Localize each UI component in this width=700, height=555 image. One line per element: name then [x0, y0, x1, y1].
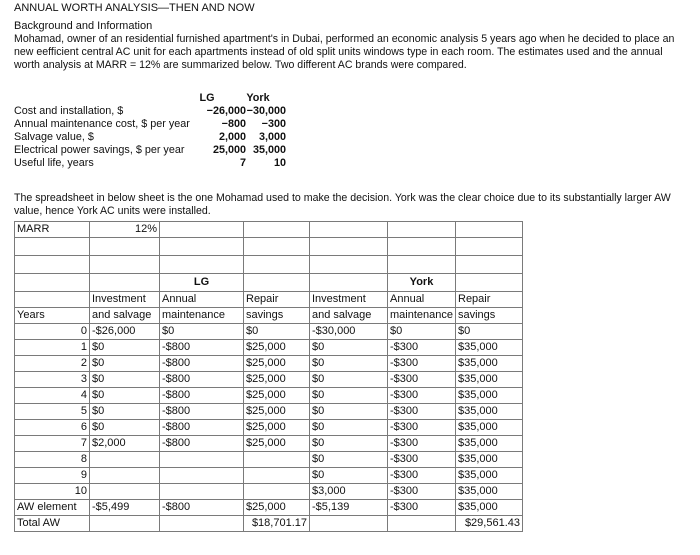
- value-cell[interactable]: -$300: [388, 372, 456, 388]
- header-cell[interactable]: maintenance: [388, 308, 456, 324]
- aw-cell[interactable]: -$5,139: [310, 500, 388, 516]
- cell[interactable]: [388, 516, 456, 532]
- table-row: [15, 420, 523, 436]
- value-cell[interactable]: -$300: [388, 388, 456, 404]
- cell[interactable]: [310, 256, 388, 274]
- value-cell[interactable]: $25,000: [244, 356, 310, 372]
- table-row: [15, 356, 523, 372]
- value-cell[interactable]: $35,000: [456, 436, 523, 452]
- aw-cell[interactable]: -$5,499: [90, 500, 160, 516]
- value-cell[interactable]: -$800: [160, 356, 244, 372]
- york-title-cell[interactable]: York: [388, 274, 456, 292]
- value-cell[interactable]: $0: [90, 404, 160, 420]
- table-row: [15, 340, 523, 356]
- header-cell[interactable]: Repair: [244, 292, 310, 308]
- value-cell[interactable]: $35,000: [456, 484, 523, 500]
- value-cell[interactable]: -$800: [160, 404, 244, 420]
- value-cell[interactable]: [90, 452, 160, 468]
- value-cell[interactable]: $0: [310, 356, 388, 372]
- estimate-lg: −800: [221, 118, 246, 130]
- estimate-york: 3,000: [258, 131, 286, 143]
- value-cell[interactable]: -$800: [160, 420, 244, 436]
- value-cell[interactable]: $25,000: [244, 420, 310, 436]
- table-row: [15, 468, 523, 484]
- year-cell[interactable]: 9: [15, 468, 90, 484]
- value-cell[interactable]: [160, 452, 244, 468]
- cell[interactable]: [388, 256, 456, 274]
- cell[interactable]: [15, 238, 90, 256]
- value-cell[interactable]: -$300: [388, 468, 456, 484]
- blank-row: [15, 256, 523, 274]
- cell[interactable]: [90, 256, 160, 274]
- value-cell[interactable]: -$800: [160, 436, 244, 452]
- aw-cell[interactable]: $35,000: [456, 500, 523, 516]
- year-cell[interactable]: 10: [15, 484, 90, 500]
- cell[interactable]: [90, 238, 160, 256]
- table-row: [15, 324, 523, 340]
- estimate-york: −30,000: [246, 105, 286, 117]
- value-cell[interactable]: $25,000: [244, 436, 310, 452]
- header-cell[interactable]: and salvage: [310, 308, 388, 324]
- value-cell[interactable]: -$300: [388, 420, 456, 436]
- cell[interactable]: [15, 256, 90, 274]
- marr-row: [15, 222, 523, 238]
- marr-label-cell[interactable]: MARR: [15, 222, 90, 238]
- estimates-header-lg: LG: [199, 92, 215, 104]
- value-cell[interactable]: -$300: [388, 484, 456, 500]
- header-cell[interactable]: Annual: [388, 292, 456, 308]
- estimate-label: Annual maintenance cost, $ per year: [14, 118, 190, 130]
- estimate-label: Cost and installation, $: [14, 105, 124, 117]
- value-cell[interactable]: -$300: [388, 356, 456, 372]
- aw-cell[interactable]: -$800: [160, 500, 244, 516]
- value-cell[interactable]: $0: [90, 356, 160, 372]
- value-cell[interactable]: -$30,000: [310, 324, 388, 340]
- value-cell[interactable]: -$800: [160, 372, 244, 388]
- value-cell[interactable]: $25,000: [244, 372, 310, 388]
- header-cell[interactable]: and salvage: [90, 308, 160, 324]
- marr-value-cell[interactable]: 12%: [90, 222, 160, 238]
- estimate-lg: 25,000: [212, 144, 246, 156]
- value-cell[interactable]: -$300: [388, 404, 456, 420]
- cell[interactable]: [244, 238, 310, 256]
- value-cell[interactable]: $0: [90, 340, 160, 356]
- value-cell[interactable]: [244, 452, 310, 468]
- value-cell[interactable]: $0: [310, 404, 388, 420]
- cell[interactable]: [244, 222, 310, 238]
- year-cell[interactable]: 4: [15, 388, 90, 404]
- aw-cell[interactable]: $25,000: [244, 500, 310, 516]
- cell[interactable]: [160, 256, 244, 274]
- value-cell[interactable]: $3,000: [310, 484, 388, 500]
- total-row: [15, 516, 523, 532]
- table-row: [15, 404, 523, 420]
- estimate-label: Useful life, years: [14, 157, 94, 169]
- total-york-cell[interactable]: $29,561.43: [456, 516, 523, 532]
- cell[interactable]: [388, 222, 456, 238]
- cell[interactable]: [456, 274, 523, 292]
- value-cell[interactable]: $0: [310, 372, 388, 388]
- table-row: [15, 484, 523, 500]
- year-cell[interactable]: 5: [15, 404, 90, 420]
- year-cell[interactable]: 6: [15, 420, 90, 436]
- aw-row: [15, 500, 523, 516]
- value-cell[interactable]: [160, 468, 244, 484]
- total-label-cell[interactable]: Total AW: [15, 516, 90, 532]
- cell[interactable]: [456, 238, 523, 256]
- table-row: [15, 452, 523, 468]
- value-cell[interactable]: $25,000: [244, 388, 310, 404]
- header-cell[interactable]: Years: [15, 308, 90, 324]
- cell[interactable]: [244, 256, 310, 274]
- cell[interactable]: [310, 238, 388, 256]
- value-cell[interactable]: $0: [160, 324, 244, 340]
- value-cell[interactable]: -$800: [160, 388, 244, 404]
- table-row: [15, 388, 523, 404]
- brand-title-row: [15, 274, 523, 292]
- cell[interactable]: [310, 274, 388, 292]
- estimate-lg: 2,000: [218, 131, 246, 143]
- note-paragraph: The spreadsheet in below sheet is the one Mohamad used to make the decision. York was the clear choice due to its substantially larger AW value, hence York AC units were installed.: [14, 192, 671, 217]
- value-cell[interactable]: $0: [90, 420, 160, 436]
- value-cell[interactable]: $0: [456, 324, 523, 340]
- header-cell[interactable]: savings: [244, 308, 310, 324]
- section-heading: Background and Information: [14, 20, 153, 32]
- value-cell[interactable]: $25,000: [244, 404, 310, 420]
- value-cell[interactable]: $0: [310, 340, 388, 356]
- header-cell[interactable]: Investment: [310, 292, 388, 308]
- value-cell[interactable]: $35,000: [456, 388, 523, 404]
- estimate-york: 10: [273, 157, 286, 169]
- value-cell[interactable]: $0: [310, 420, 388, 436]
- value-cell[interactable]: $0: [310, 452, 388, 468]
- header-row-2: [15, 308, 523, 324]
- cell[interactable]: [160, 238, 244, 256]
- value-cell[interactable]: -$300: [388, 436, 456, 452]
- cell[interactable]: [90, 274, 160, 292]
- value-cell[interactable]: $35,000: [456, 404, 523, 420]
- value-cell[interactable]: $0: [90, 372, 160, 388]
- cell[interactable]: [160, 516, 244, 532]
- value-cell[interactable]: [160, 484, 244, 500]
- value-cell[interactable]: $25,000: [244, 340, 310, 356]
- table-row: [15, 372, 523, 388]
- value-cell[interactable]: $35,000: [456, 356, 523, 372]
- value-cell[interactable]: $0: [310, 468, 388, 484]
- cell[interactable]: [310, 516, 388, 532]
- value-cell[interactable]: [244, 468, 310, 484]
- spreadsheet: [14, 221, 523, 532]
- value-cell[interactable]: -$300: [388, 452, 456, 468]
- header-cell[interactable]: maintenance: [160, 308, 244, 324]
- value-cell[interactable]: $0: [90, 388, 160, 404]
- value-cell[interactable]: $35,000: [456, 372, 523, 388]
- value-cell[interactable]: [90, 468, 160, 484]
- header-cell[interactable]: Investment: [90, 292, 160, 308]
- cell[interactable]: [456, 256, 523, 274]
- value-cell[interactable]: -$800: [160, 340, 244, 356]
- estimate-lg: 7: [239, 157, 246, 169]
- value-cell[interactable]: $35,000: [456, 468, 523, 484]
- estimate-york: −300: [261, 118, 286, 130]
- cell[interactable]: [456, 222, 523, 238]
- year-cell[interactable]: 7: [15, 436, 90, 452]
- value-cell[interactable]: [244, 484, 310, 500]
- cell[interactable]: [90, 516, 160, 532]
- page-title: ANNUAL WORTH ANALYSIS—THEN AND NOW: [14, 2, 255, 14]
- value-cell[interactable]: $35,000: [456, 340, 523, 356]
- intro-paragraph: Mohamad, owner of an residential furnished apartment's in Dubai, performed an economic analysis 5 years ago when he decided to place an new eefficient central AC unit for each apartments instead of old split units windows type in each room. The estimates used and the annual worth analysis at MARR = 12% are summarized below. Two different AC brands were compared.: [14, 33, 675, 71]
- header-cell[interactable]: savings: [456, 308, 523, 324]
- header-cell[interactable]: Repair: [456, 292, 523, 308]
- cell[interactable]: [244, 274, 310, 292]
- estimates-header-york: York: [246, 92, 270, 104]
- cell[interactable]: [15, 292, 90, 308]
- aw-label-cell[interactable]: AW element: [15, 500, 90, 516]
- year-cell[interactable]: 3: [15, 372, 90, 388]
- estimate-lg: −26,000: [206, 105, 246, 117]
- value-cell[interactable]: $0: [244, 324, 310, 340]
- cell[interactable]: [15, 274, 90, 292]
- value-cell[interactable]: -$300: [388, 340, 456, 356]
- value-cell[interactable]: $0: [310, 388, 388, 404]
- estimate-york: 35,000: [252, 144, 286, 156]
- value-cell[interactable]: $0: [388, 324, 456, 340]
- total-lg-cell[interactable]: $18,701.17: [244, 516, 310, 532]
- blank-row: [15, 238, 523, 256]
- value-cell[interactable]: $0: [310, 436, 388, 452]
- lg-title-cell[interactable]: LG: [160, 274, 244, 292]
- value-cell[interactable]: -$26,000: [90, 324, 160, 340]
- year-cell[interactable]: 8: [15, 452, 90, 468]
- aw-cell[interactable]: -$300: [388, 500, 456, 516]
- value-cell[interactable]: $35,000: [456, 452, 523, 468]
- year-cell[interactable]: 0: [15, 324, 90, 340]
- value-cell[interactable]: [90, 484, 160, 500]
- year-cell[interactable]: 1: [15, 340, 90, 356]
- estimate-label: Salvage value, $: [14, 131, 94, 143]
- table-row: [15, 436, 523, 452]
- cell[interactable]: [160, 222, 244, 238]
- year-cell[interactable]: 2: [15, 356, 90, 372]
- cell[interactable]: [310, 222, 388, 238]
- value-cell[interactable]: $2,000: [90, 436, 160, 452]
- estimate-label: Electrical power savings, $ per year: [14, 144, 185, 156]
- header-row-1: [15, 292, 523, 308]
- value-cell[interactable]: $35,000: [456, 420, 523, 436]
- cell[interactable]: [388, 238, 456, 256]
- header-cell[interactable]: Annual: [160, 292, 244, 308]
